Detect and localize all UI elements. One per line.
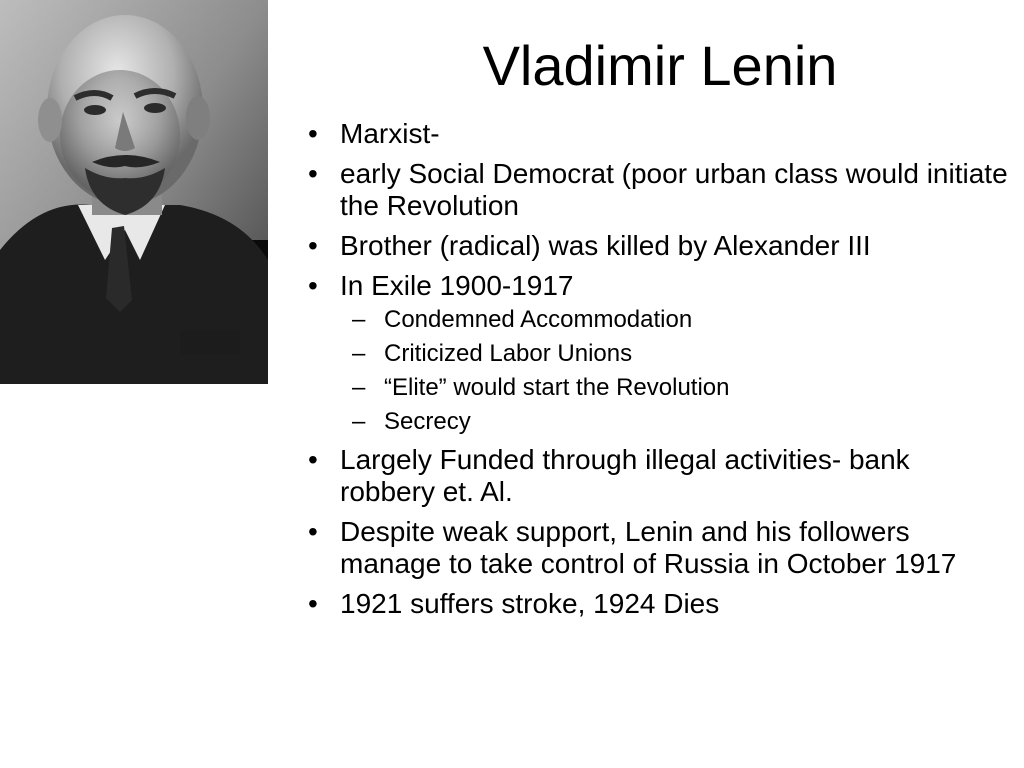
slide-title: Vladimir Lenin (482, 34, 838, 97)
sub-bullet-item (340, 340, 1010, 368)
bullet-text: Marxist- (340, 118, 440, 149)
bullet-glyph: • (308, 444, 318, 475)
sub-bullet-text: Secrecy (384, 408, 471, 435)
bullet-item (300, 158, 1010, 222)
slide-content (300, 118, 1010, 628)
bullet-text: In Exile 1900-1917 (340, 270, 574, 301)
bullet-glyph: • (308, 158, 318, 189)
bullet-glyph: • (308, 230, 318, 261)
bullet-text: Despite weak support, Lenin and his followers manage to take control of Russia in October 1917 (340, 516, 957, 579)
bullet-item (300, 588, 1010, 620)
sub-bullet-list (340, 306, 1010, 436)
portrait-photo (0, 0, 268, 384)
bullet-text: Brother (radical) was killed by Alexander III (340, 230, 871, 261)
bullet-text: early Social Democrat (poor urban class would initiate the Revolution (340, 158, 1008, 221)
sub-bullet-item (340, 408, 1010, 436)
sub-bullet-glyph: – (352, 340, 366, 367)
sub-bullet-glyph: – (352, 408, 366, 435)
sub-bullet-glyph: – (352, 306, 366, 333)
bullet-item (300, 270, 1010, 436)
bullet-item (300, 516, 1010, 580)
bullet-glyph: • (308, 516, 318, 547)
sub-bullet-item (340, 374, 1010, 402)
sub-bullet-text: Condemned Accommodation (384, 306, 693, 333)
bullet-text: Largely Funded through illegal activities- bank robbery et. Al. (340, 444, 910, 507)
bullet-glyph: • (308, 588, 318, 619)
sub-bullet-item (340, 306, 1010, 334)
sub-bullet-glyph: – (352, 374, 366, 401)
bullet-glyph: • (308, 118, 318, 149)
bullet-item (300, 444, 1010, 508)
sub-bullet-text: Criticized Labor Unions (384, 340, 633, 367)
sub-bullet-text: “Elite” would start the Revolution (384, 374, 730, 401)
bullet-item (300, 230, 1010, 262)
bullet-text: 1921 suffers stroke, 1924 Dies (340, 588, 720, 619)
bullet-glyph: • (308, 270, 318, 301)
bullet-list (300, 118, 1010, 620)
bullet-item (300, 118, 1010, 150)
portrait-image (0, 0, 268, 384)
